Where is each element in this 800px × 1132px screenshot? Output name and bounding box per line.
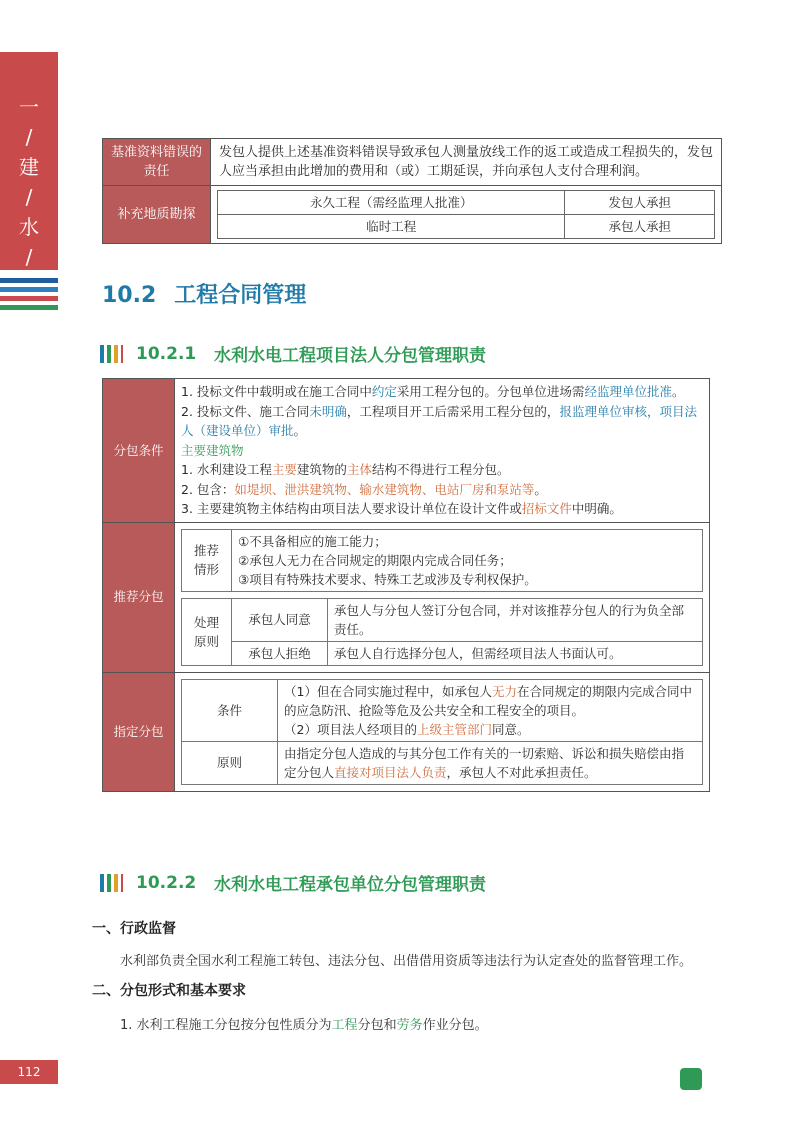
- row-label: 基准资料错误的责任: [103, 139, 211, 186]
- body-text: [120, 1014, 488, 1033]
- page-number: 112: [0, 1060, 58, 1084]
- highlight: 约定: [371, 384, 397, 399]
- row-label: 分包条件: [103, 379, 175, 523]
- text: 作业分包。: [422, 1018, 488, 1033]
- side-tab-char: 建: [19, 155, 39, 179]
- text: （1）但在合同实施过程中，如承包人: [284, 683, 492, 699]
- table-row: [182, 641, 703, 665]
- table-cell: 发包人承担: [565, 191, 715, 215]
- text: 2. 投标文件、施工合同: [181, 403, 310, 419]
- text: （2）项目法人经项目的: [284, 721, 417, 737]
- list-item: ③项目有特殊技术要求、特殊工艺或涉及专利权保护。: [238, 571, 537, 587]
- list-item: ①不具备相应的施工能力；: [238, 533, 387, 549]
- table-row: [182, 529, 703, 591]
- highlight: 经监理单位批准: [584, 384, 672, 399]
- paragraph: [284, 682, 696, 720]
- paragraph: [181, 460, 703, 480]
- stripe: [0, 287, 58, 292]
- sub-label: 原则: [182, 741, 278, 784]
- handling-principles-subtable: [181, 598, 703, 666]
- table-row: [103, 379, 710, 523]
- highlight: 主体: [346, 462, 372, 477]
- stripe: [0, 278, 58, 283]
- paragraph: [181, 382, 703, 402]
- paragraph: [181, 480, 703, 500]
- paragraph: [181, 402, 703, 441]
- highlight: 上级主管部门: [416, 721, 492, 737]
- table-cell: 永久工程（需经监理人批准）: [218, 191, 565, 215]
- sub-label: 承包人同意: [232, 598, 328, 641]
- text: 在合同规定的期限内完成合同中的应急防汛、抢险等危及公共安全和工程安全的项目。: [284, 683, 692, 718]
- text: 中明确。: [571, 501, 622, 516]
- row-label: 指定分包: [103, 672, 175, 791]
- text: 1. 水利工程施工分包按分包性质分为: [120, 1018, 332, 1033]
- paragraph: [284, 720, 696, 739]
- chapter-side-tab: [0, 52, 58, 270]
- list-item: ②承包人无力在合同规定的期限内完成合同任务；: [238, 552, 512, 568]
- text: 。: [293, 423, 307, 438]
- stripe: [0, 296, 58, 301]
- text: ，工程项目开工后需采用工程分包的，: [346, 403, 560, 419]
- table-row: [182, 679, 703, 741]
- sub-text: [278, 679, 703, 741]
- side-tab-char: /: [25, 125, 33, 149]
- subsection-heading-10-2-1: [100, 341, 486, 366]
- sub-text: [278, 741, 703, 784]
- text: 由指定分包人造成的与其分包工作有关的一切索赔、诉讼和损失赔偿由指定分包人: [284, 745, 685, 780]
- text: 分包和: [357, 1018, 397, 1033]
- heading-number: 10.2: [102, 283, 157, 308]
- sub-text: 承包人与分包人签订分包合同，并对该推荐分包人的行为负全部责任。: [328, 598, 703, 641]
- table-row: [103, 139, 722, 186]
- text: 同意。: [491, 721, 530, 737]
- row-label: 推荐分包: [103, 522, 175, 672]
- subsection-heading-10-2-2: [100, 870, 486, 895]
- text: 结构不得进行工程分包。: [371, 462, 510, 477]
- recommended-subcontract-cell: [175, 522, 710, 672]
- side-tab-char: /: [25, 245, 33, 269]
- side-tab-char: 一: [19, 95, 39, 119]
- highlight: 直接对项目法人负责: [334, 764, 447, 780]
- heading-title: 工程合同管理: [174, 283, 307, 308]
- highlight: 工程: [331, 1018, 358, 1033]
- subcontract-conditions-cell: [175, 379, 710, 523]
- section-title: 一、行政监督: [92, 921, 176, 937]
- highlight: 招标文件: [521, 501, 572, 516]
- text: 1. 水利建设工程: [181, 462, 272, 477]
- table-row: [218, 191, 715, 215]
- sub-label: 条件: [182, 679, 278, 741]
- table-row: [182, 598, 703, 641]
- row-text: 发包人提供上述基准资料错误导致承包人测量放线工作的返工或造成工程损失的，发包人应当承担由此增加的费用和（或）工期延误，并向承包人支付合理利润。: [211, 139, 722, 186]
- highlight: 如堤坝、泄洪建筑物、输水建筑物、电站厂房和泵站等: [234, 481, 535, 497]
- table-row: [218, 215, 715, 239]
- row-label: 补充地质勘探: [103, 186, 211, 244]
- basis-data-table: [102, 138, 722, 244]
- side-tab-char: 水: [19, 215, 39, 239]
- highlight: 未明确: [309, 403, 347, 419]
- sub-label: 承包人拒绝: [232, 641, 328, 665]
- table-row: [103, 522, 710, 672]
- text: 1. 投标文件中载明或在施工合同中: [181, 384, 372, 399]
- designated-subtable: [181, 679, 703, 785]
- table-row: [103, 672, 710, 791]
- highlight: 报监理单位审核，项目法人（建设单位）审批: [181, 403, 697, 438]
- text: 建筑物的: [296, 462, 347, 477]
- table-row: [103, 186, 722, 244]
- highlight: 主要: [271, 462, 297, 477]
- heading-number: 10.2.2: [136, 872, 197, 893]
- body-text: 水利部负责全国水利工程施工转包、违法分包、出借借用资质等违法行为认定查处的监督管理工作。: [120, 954, 693, 969]
- paragraph-heading: 主要建筑物: [181, 442, 244, 458]
- designated-subcontract-cell: [175, 672, 710, 791]
- section-title: 二、分包形式和基本要求: [92, 983, 246, 999]
- text: 3. 主要建筑物主体结构由项目法人要求设计单位在设计文件或: [181, 501, 522, 516]
- geo-survey-subtable: [217, 190, 715, 239]
- text: 。: [534, 481, 547, 497]
- highlight: 无力: [491, 683, 517, 699]
- table-cell: 临时工程: [218, 215, 565, 239]
- text: 2. 包含：: [181, 481, 235, 497]
- text: ，承包人不对此承担责任。: [446, 764, 597, 780]
- sub-label: 处理原则: [182, 598, 232, 665]
- subcontract-duties-table: [102, 378, 710, 792]
- text: 。: [671, 384, 685, 399]
- decorative-stripes: [0, 278, 58, 314]
- recommend-cases-subtable: [181, 529, 703, 592]
- corner-badge-icon: [680, 1068, 702, 1090]
- geo-survey-cell: [211, 186, 722, 244]
- sub-text: 承包人自行选择分包人，但需经项目法人书面认可。: [328, 641, 703, 665]
- text: 采用工程分包的。分包单位进场需: [396, 384, 585, 399]
- heading-title: 水利水电工程项目法人分包管理职责: [214, 346, 486, 366]
- table-cell: 承包人承担: [565, 215, 715, 239]
- heading-bars-icon: [100, 345, 126, 363]
- cases-list: [232, 529, 703, 591]
- heading-bars-icon: [100, 874, 126, 892]
- paragraph: [181, 499, 703, 519]
- sub-label: 推荐情形: [182, 529, 232, 591]
- section-heading-10-2: [102, 278, 306, 309]
- table-row: [182, 741, 703, 784]
- heading-title: 水利水电工程承包单位分包管理职责: [214, 875, 486, 895]
- highlight: 劳务: [396, 1018, 423, 1033]
- side-tab-char: /: [25, 185, 33, 209]
- stripe: [0, 305, 58, 310]
- heading-number: 10.2.1: [136, 343, 197, 364]
